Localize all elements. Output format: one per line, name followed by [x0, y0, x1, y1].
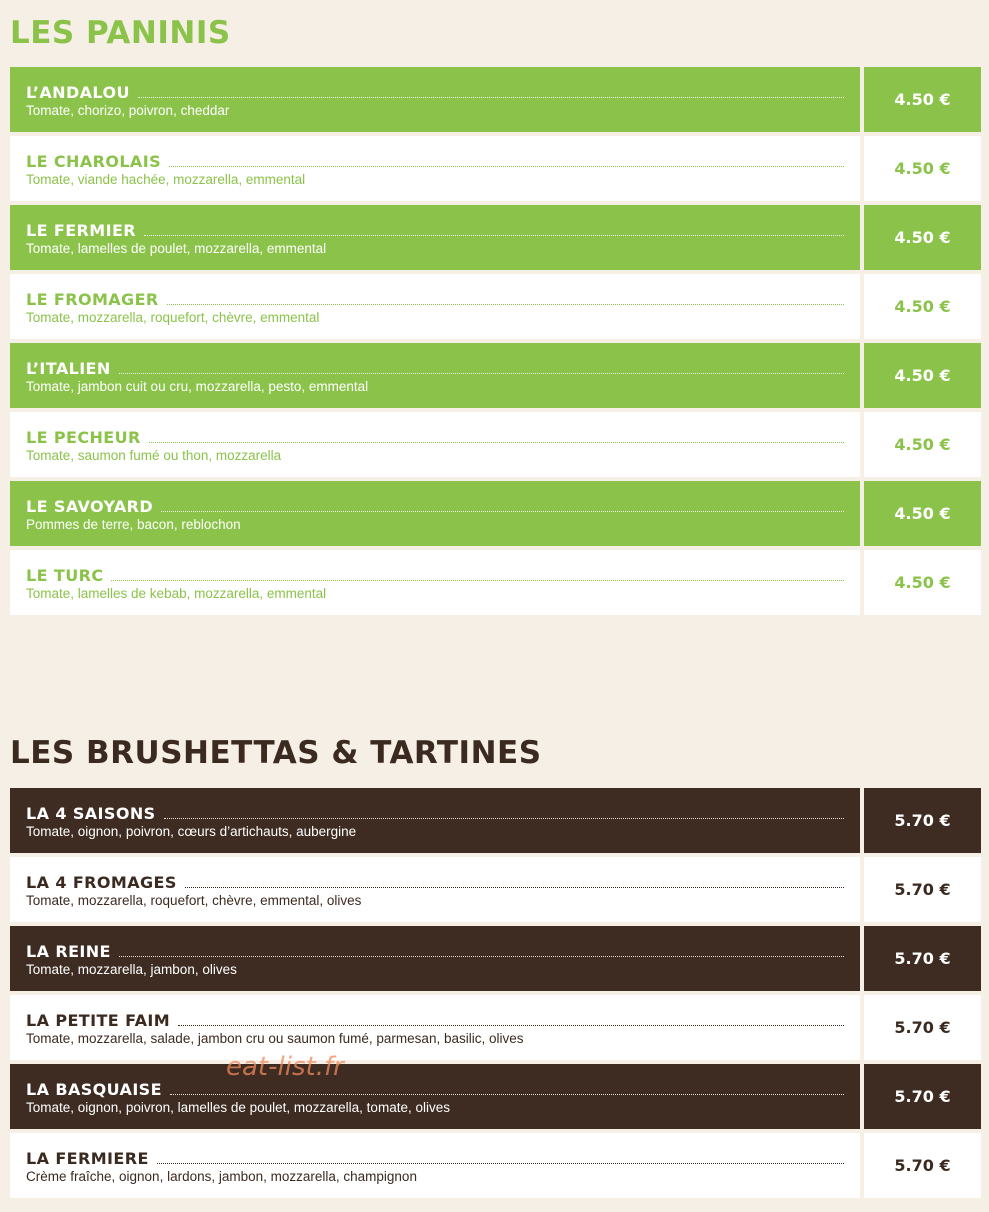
dotted-leader — [111, 580, 844, 581]
menu-item-description: Tomate, oignon, poivron, cœurs d’artichauts, aubergine — [26, 824, 357, 839]
menu-item-description: Tomate, mozzarella, roquefort, chèvre, emmental — [26, 310, 320, 325]
panini-menu-row — [10, 274, 981, 339]
menu-item-price: 4.50 € — [864, 550, 981, 615]
menu-item-description: Tomate, mozzarella, jambon, olives — [26, 962, 237, 977]
menu-item-price: 5.70 € — [864, 1064, 981, 1129]
brushetta-menu-row — [10, 995, 981, 1060]
brushettas-list — [10, 788, 981, 1202]
menu-item-price: 4.50 € — [864, 274, 981, 339]
menu-item-name-cell — [10, 550, 860, 615]
menu-item-name-cell — [10, 274, 860, 339]
menu-item-name: LE SAVOYARD — [26, 497, 154, 516]
menu-item-name-cell — [10, 857, 860, 922]
brushetta-menu-row — [10, 1133, 981, 1198]
dotted-leader — [157, 1163, 844, 1164]
panini-menu-row — [10, 343, 981, 408]
menu-item-name-cell — [10, 926, 860, 991]
menu-item-name-cell — [10, 1064, 860, 1129]
dotted-leader — [161, 511, 844, 512]
menu-item-name: LE FROMAGER — [26, 290, 159, 309]
menu-item-name-cell — [10, 136, 860, 201]
dotted-leader — [119, 373, 844, 374]
dotted-leader — [185, 887, 844, 888]
menu-item-description: Tomate, viande hachée, mozzarella, emmental — [26, 172, 306, 187]
menu-item-description: Tomate, lamelles de poulet, mozzarella, emmental — [26, 241, 327, 256]
menu-item-name: LA 4 FROMAGES — [26, 873, 177, 892]
menu-item-price: 5.70 € — [864, 788, 981, 853]
menu-item-description: Tomate, lamelles de kebab, mozzarella, emmental — [26, 586, 327, 601]
menu-item-name: LA FERMIERE — [26, 1149, 149, 1168]
dotted-leader — [164, 818, 844, 819]
menu-item-description: Tomate, chorizo, poivron, cheddar — [26, 103, 230, 118]
menu-item-name: LE TURC — [26, 566, 104, 585]
menu-item-name: LE CHAROLAIS — [26, 152, 161, 171]
menu-item-description: Tomate, oignon, poivron, lamelles de poulet, mozzarella, tomate, olives — [26, 1100, 450, 1115]
menu-item-name-cell — [10, 1133, 860, 1198]
menu-item-name: LA 4 SAISONS — [26, 804, 156, 823]
brushetta-menu-row — [10, 857, 981, 922]
paninis-list — [10, 67, 981, 619]
dotted-leader — [138, 97, 844, 98]
menu-item-description: Pommes de terre, bacon, reblochon — [26, 517, 241, 532]
dotted-leader — [170, 1094, 844, 1095]
menu-item-name-cell — [10, 481, 860, 546]
menu-item-description: Tomate, jambon cuit ou cru, mozzarella, pesto, emmental — [26, 379, 369, 394]
watermark: eat-list.fr — [226, 1052, 344, 1082]
menu-item-price: 4.50 € — [864, 136, 981, 201]
menu-item-description: Tomate, mozzarella, salade, jambon cru ou saumon fumé, parmesan, basilic, olives — [26, 1031, 524, 1046]
menu-item-price: 4.50 € — [864, 412, 981, 477]
dotted-leader — [167, 304, 844, 305]
brushetta-menu-row — [10, 1064, 981, 1129]
menu-item-name: LE FERMIER — [26, 221, 136, 240]
menu-item-name-cell — [10, 788, 860, 853]
menu-item-name-cell — [10, 412, 860, 477]
brushetta-menu-row — [10, 926, 981, 991]
menu-item-price: 5.70 € — [864, 857, 981, 922]
dotted-leader — [169, 166, 844, 167]
menu-item-price: 5.70 € — [864, 1133, 981, 1198]
dotted-leader — [149, 442, 844, 443]
panini-menu-row — [10, 205, 981, 270]
menu-item-description: Crème fraîche, oignon, lardons, jambon, mozzarella, champignon — [26, 1169, 417, 1184]
paninis-section-title: LES PANINIS — [10, 15, 231, 51]
panini-menu-row — [10, 136, 981, 201]
menu-item-name-cell — [10, 67, 860, 132]
menu-item-price: 4.50 € — [864, 343, 981, 408]
panini-menu-row — [10, 550, 981, 615]
menu-item-description: Tomate, mozzarella, roquefort, chèvre, emmental, olives — [26, 893, 362, 908]
menu-item-name-cell — [10, 343, 860, 408]
dotted-leader — [178, 1025, 844, 1026]
menu-item-name: LA REINE — [26, 942, 111, 961]
brushettas-section-title: LES BRUSHETTAS & TARTINES — [10, 735, 542, 771]
dotted-leader — [119, 956, 844, 957]
menu-item-name-cell — [10, 995, 860, 1060]
panini-menu-row — [10, 412, 981, 477]
menu-item-price: 4.50 € — [864, 67, 981, 132]
menu-item-name: LA BASQUAISE — [26, 1080, 162, 1099]
panini-menu-row — [10, 481, 981, 546]
menu-item-description: Tomate, saumon fumé ou thon, mozzarella — [26, 448, 282, 463]
menu-item-name: L’ITALIEN — [26, 359, 111, 378]
dotted-leader — [144, 235, 844, 236]
menu-item-price: 4.50 € — [864, 481, 981, 546]
menu-item-name: LE PECHEUR — [26, 428, 141, 447]
menu-item-price: 5.70 € — [864, 926, 981, 991]
panini-menu-row — [10, 67, 981, 132]
brushetta-menu-row — [10, 788, 981, 853]
menu-item-name-cell — [10, 205, 860, 270]
menu-item-price: 4.50 € — [864, 205, 981, 270]
menu-item-price: 5.70 € — [864, 995, 981, 1060]
menu-item-name: L’ANDALOU — [26, 83, 130, 102]
menu-item-name: LA PETITE FAIM — [26, 1011, 171, 1030]
